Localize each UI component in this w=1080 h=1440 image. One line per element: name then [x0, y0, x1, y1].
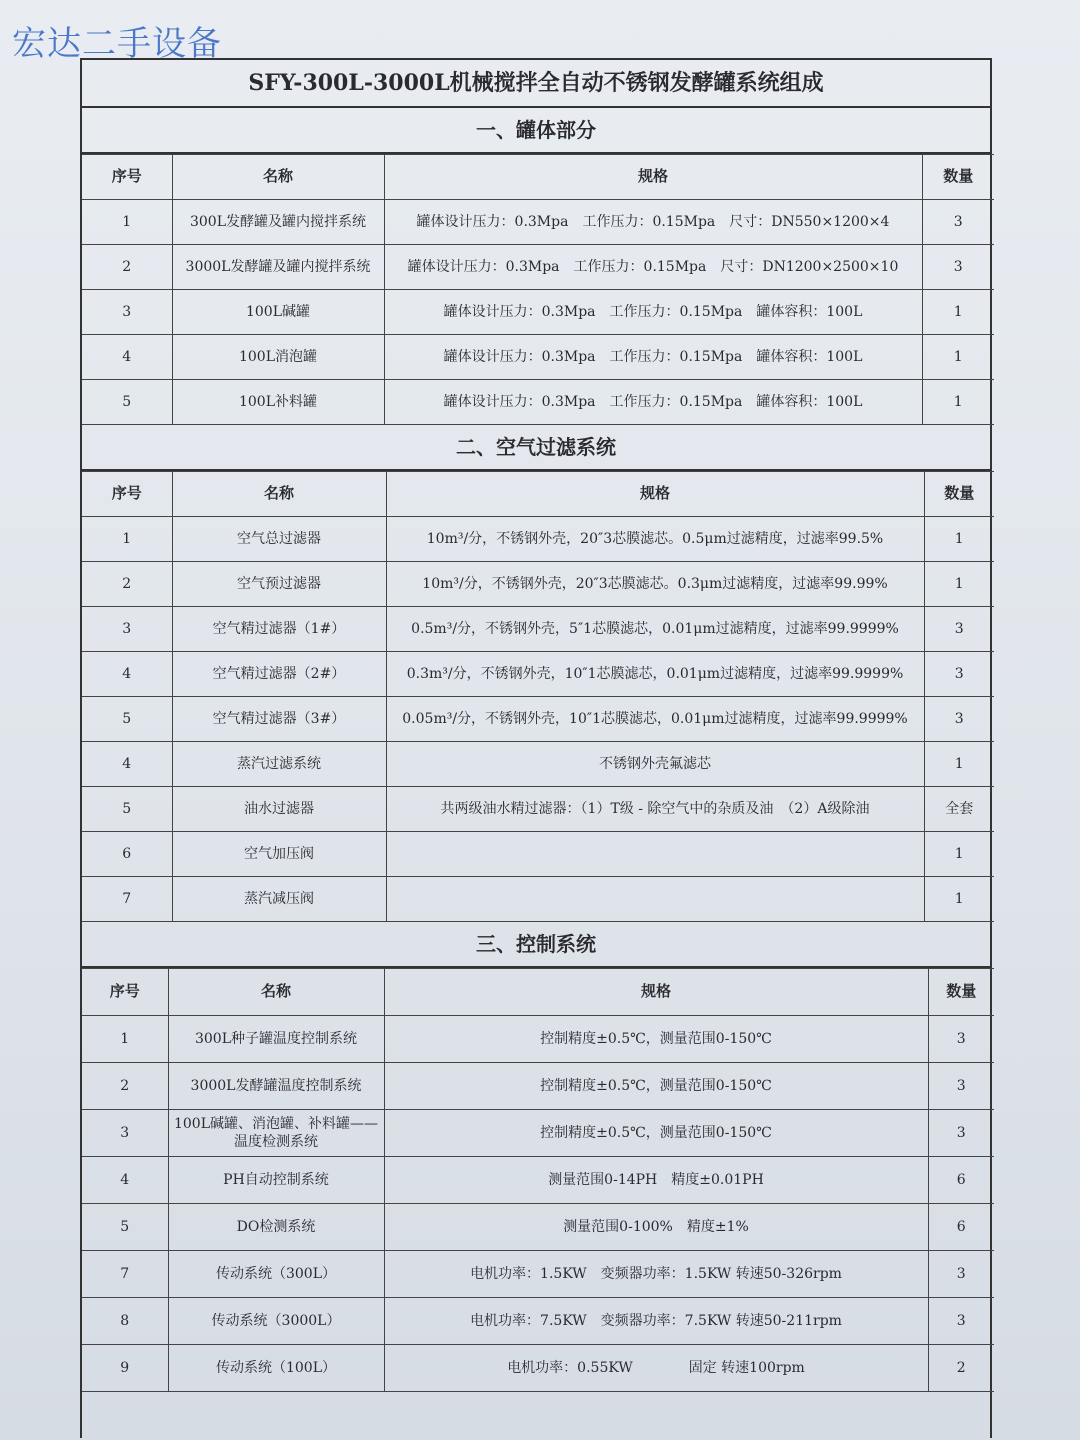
- cell-qty: 1: [924, 562, 994, 607]
- cell-name: 蒸汽减压阀: [172, 877, 386, 922]
- cell-qty: 3: [924, 652, 994, 697]
- cell-spec: 10m³/分，不锈钢外壳，20″3芯膜滤芯。0.3μm过滤精度，过滤率99.99%: [386, 562, 924, 607]
- header-name: 名称: [168, 969, 384, 1016]
- cell-name: 空气预过滤器: [172, 562, 386, 607]
- table-row: [82, 380, 994, 425]
- cell-spec: 电机功率：0.55KW 固定 转速100rpm: [384, 1345, 928, 1392]
- table-row: [82, 200, 994, 245]
- cell-qty: 3: [928, 1251, 994, 1298]
- cell-no: 7: [82, 877, 172, 922]
- cell-spec: [386, 877, 924, 922]
- cell-name: 300L种子罐温度控制系统: [168, 1016, 384, 1063]
- cell-qty: 3: [928, 1063, 994, 1110]
- cell-no: 5: [82, 380, 172, 425]
- cell-name: 油水过滤器: [172, 787, 386, 832]
- cell-qty: 全套: [924, 787, 994, 832]
- cell-spec: 电机功率：1.5KW 变频器功率：1.5KW 转速50-326rpm: [384, 1251, 928, 1298]
- cell-name: 空气总过滤器: [172, 517, 386, 562]
- cell-qty: 1: [922, 380, 994, 425]
- section-heading-tank: 一、罐体部分: [82, 108, 990, 154]
- cell-qty: 3: [928, 1110, 994, 1157]
- cell-no: 4: [82, 335, 172, 380]
- table-row: [82, 517, 994, 562]
- cell-name: 传动系统（100L）: [168, 1345, 384, 1392]
- cell-qty: 3: [928, 1298, 994, 1345]
- table-row: [82, 787, 994, 832]
- cell-name: 100L碱罐: [172, 290, 384, 335]
- cell-no: 3: [82, 1110, 168, 1157]
- table-row: [82, 697, 994, 742]
- cell-spec: 罐体设计压力：0.3Mpa 工作压力：0.15Mpa 罐体容积：100L: [384, 380, 922, 425]
- cell-qty: 1: [924, 877, 994, 922]
- cell-qty: 3: [922, 200, 994, 245]
- cell-no: 6: [82, 832, 172, 877]
- header-no: 序号: [82, 155, 172, 200]
- control-table: [82, 968, 994, 1392]
- table-row: [82, 652, 994, 697]
- cell-spec: 电机功率：7.5KW 变频器功率：7.5KW 转速50-211rpm: [384, 1298, 928, 1345]
- cell-qty: 1: [924, 832, 994, 877]
- header-spec: 规格: [384, 969, 928, 1016]
- header-name: 名称: [172, 155, 384, 200]
- table-header-row: [82, 472, 994, 517]
- cell-no: 4: [82, 742, 172, 787]
- cell-name: 100L碱罐、消泡罐、补料罐——温度检测系统: [168, 1110, 384, 1157]
- cell-qty: 6: [928, 1204, 994, 1251]
- header-no: 序号: [82, 472, 172, 517]
- cell-qty: 3: [928, 1016, 994, 1063]
- header-name: 名称: [172, 472, 386, 517]
- cell-spec: 罐体设计压力：0.3Mpa 工作压力：0.15Mpa 尺寸：DN1200×2500×10: [384, 245, 922, 290]
- cell-spec: 控制精度±0.5℃，测量范围0-150℃: [384, 1063, 928, 1110]
- cell-spec: 测量范围0-100% 精度±1%: [384, 1204, 928, 1251]
- cell-qty: 1: [924, 742, 994, 787]
- table-row: [82, 1345, 994, 1392]
- table-row: [82, 1157, 994, 1204]
- cell-qty: 3: [924, 607, 994, 652]
- cell-qty: 3: [922, 245, 994, 290]
- cell-name: 100L消泡罐: [172, 335, 384, 380]
- tank-table: [82, 154, 994, 425]
- table-row: [82, 562, 994, 607]
- cell-no: 4: [82, 1157, 168, 1204]
- cell-no: 3: [82, 607, 172, 652]
- cell-spec: 控制精度±0.5℃，测量范围0-150℃: [384, 1110, 928, 1157]
- header-qty: 数量: [928, 969, 994, 1016]
- cell-no: 2: [82, 245, 172, 290]
- cell-no: 9: [82, 1345, 168, 1392]
- cell-no: 3: [82, 290, 172, 335]
- watermark-text: 宏达二手设备: [12, 24, 222, 64]
- cell-no: 5: [82, 787, 172, 832]
- section-heading-control: 三、控制系统: [82, 922, 990, 968]
- table-row: [82, 742, 994, 787]
- table-row: [82, 1204, 994, 1251]
- header-qty: 数量: [924, 472, 994, 517]
- table-header-row: [82, 155, 994, 200]
- cell-no: 4: [82, 652, 172, 697]
- cell-name: 3000L发酵罐及罐内搅拌系统: [172, 245, 384, 290]
- cell-no: 8: [82, 1298, 168, 1345]
- cell-spec: 0.5m³/分，不锈钢外壳，5″1芯膜滤芯，0.01μm过滤精度，过滤率99.9999%: [386, 607, 924, 652]
- cell-qty: 1: [922, 335, 994, 380]
- table-row: [82, 877, 994, 922]
- cell-qty: 1: [922, 290, 994, 335]
- document-table: [80, 58, 992, 1438]
- cell-qty: 6: [928, 1157, 994, 1204]
- table-row: [82, 1251, 994, 1298]
- header-spec: 规格: [386, 472, 924, 517]
- cell-spec: 不锈钢外壳氟滤芯: [386, 742, 924, 787]
- cell-no: 2: [82, 1063, 168, 1110]
- header-spec: 规格: [384, 155, 922, 200]
- cell-name: 传动系统（3000L）: [168, 1298, 384, 1345]
- cell-name: 空气精过滤器（1#）: [172, 607, 386, 652]
- header-no: 序号: [82, 969, 168, 1016]
- cell-qty: 1: [924, 517, 994, 562]
- cell-no: 2: [82, 562, 172, 607]
- cell-name: 100L补料罐: [172, 380, 384, 425]
- cell-spec: 罐体设计压力：0.3Mpa 工作压力：0.15Mpa 尺寸：DN550×1200×4: [384, 200, 922, 245]
- table-row: [82, 290, 994, 335]
- cell-spec: 共两级油水精过滤器：（1）T级 - 除空气中的杂质及油 （2）A级除油: [386, 787, 924, 832]
- cell-name: 传动系统（300L）: [168, 1251, 384, 1298]
- cell-spec: 控制精度±0.5℃，测量范围0-150℃: [384, 1016, 928, 1063]
- cell-name: 空气加压阀: [172, 832, 386, 877]
- section-heading-air-filter: 二、空气过滤系统: [82, 425, 990, 471]
- cell-name: 3000L发酵罐温度控制系统: [168, 1063, 384, 1110]
- cell-spec: 0.3m³/分，不锈钢外壳，10″1芯膜滤芯，0.01μm过滤精度，过滤率99.9999%: [386, 652, 924, 697]
- cell-spec: 0.05m³/分，不锈钢外壳，10″1芯膜滤芯，0.01μm过滤精度，过滤率99.9999%: [386, 697, 924, 742]
- table-row: [82, 832, 994, 877]
- cell-name: 空气精过滤器（2#）: [172, 652, 386, 697]
- table-row: [82, 1298, 994, 1345]
- cell-name: 空气精过滤器（3#）: [172, 697, 386, 742]
- table-row: [82, 607, 994, 652]
- cell-spec: 10m³/分，不锈钢外壳，20″3芯膜滤芯。0.5μm过滤精度，过滤率99.5%: [386, 517, 924, 562]
- header-qty: 数量: [922, 155, 994, 200]
- cell-no: 5: [82, 697, 172, 742]
- cell-no: 1: [82, 1016, 168, 1063]
- table-row: [82, 1063, 994, 1110]
- cell-spec: [386, 832, 924, 877]
- table-row: [82, 1016, 994, 1063]
- cell-no: 7: [82, 1251, 168, 1298]
- cell-qty: 3: [924, 697, 994, 742]
- cell-name: PH自动控制系统: [168, 1157, 384, 1204]
- cell-no: 1: [82, 200, 172, 245]
- cell-name: 蒸汽过滤系统: [172, 742, 386, 787]
- cell-spec: 测量范围0-14PH 精度±0.01PH: [384, 1157, 928, 1204]
- air-filter-table: [82, 471, 994, 922]
- table-header-row: [82, 969, 994, 1016]
- cell-spec: 罐体设计压力：0.3Mpa 工作压力：0.15Mpa 罐体容积：100L: [384, 335, 922, 380]
- document-title: SFY-300L-3000L机械搅拌全自动不锈钢发酵罐系统组成: [82, 60, 990, 108]
- cell-spec: 罐体设计压力：0.3Mpa 工作压力：0.15Mpa 罐体容积：100L: [384, 290, 922, 335]
- table-row: [82, 245, 994, 290]
- table-row: [82, 1110, 994, 1157]
- cell-qty: 2: [928, 1345, 994, 1392]
- cell-name: 300L发酵罐及罐内搅拌系统: [172, 200, 384, 245]
- cell-no: 5: [82, 1204, 168, 1251]
- cell-name: DO检测系统: [168, 1204, 384, 1251]
- table-row: [82, 335, 994, 380]
- cell-no: 1: [82, 517, 172, 562]
